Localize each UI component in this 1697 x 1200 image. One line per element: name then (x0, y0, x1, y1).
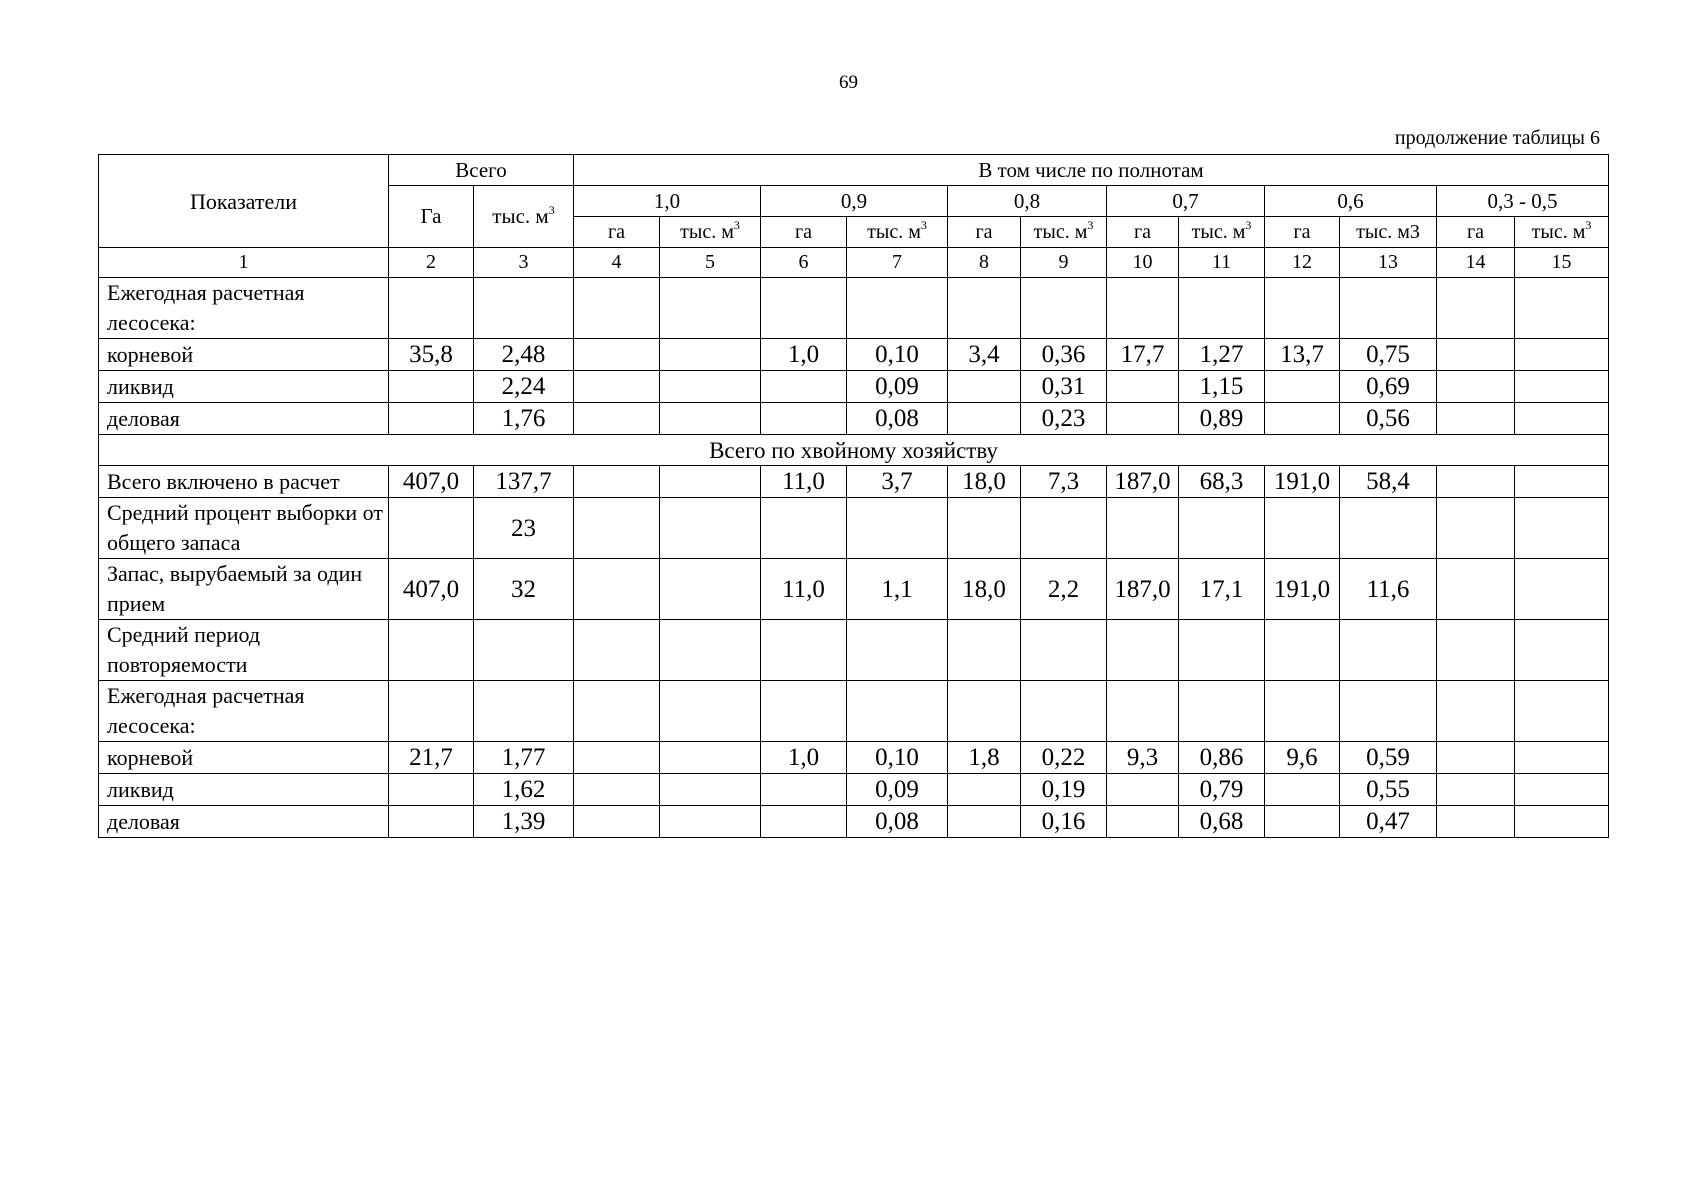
table-cell: 11,6 (1340, 559, 1437, 620)
header-total-ha: Га (389, 186, 474, 248)
table-cell: 0,69 (1340, 371, 1437, 403)
table-cell (948, 371, 1021, 403)
table-row (99, 774, 1609, 806)
table-cell: 0,22 (1021, 742, 1107, 774)
table-cell: 1,39 (474, 806, 574, 838)
table-cell: 0,19 (1021, 774, 1107, 806)
table-cell: 68,3 (1179, 466, 1265, 498)
table-cell (1265, 620, 1340, 681)
table-cell: 0,79 (1179, 774, 1265, 806)
table-cell: 0,08 (847, 806, 948, 838)
table-cell: 1,0 (761, 742, 847, 774)
table-cell (1021, 681, 1107, 742)
row-label: Средний процент выборки от общего запаса (99, 498, 389, 559)
table-cell (761, 806, 847, 838)
table-row (99, 742, 1609, 774)
table-cell: 191,0 (1265, 559, 1340, 620)
header-volume: тыс. $м^3$ (1515, 217, 1609, 248)
table-continuation-caption: продолжение таблицы 6 (1394, 127, 1600, 149)
table-cell: 137,7 (474, 466, 574, 498)
header-volume: тыс. $м^3$ (847, 217, 948, 248)
column-number: 6 (761, 248, 847, 278)
table-cell (389, 774, 474, 806)
table-cell: 18,0 (948, 466, 1021, 498)
table-cell (1515, 681, 1609, 742)
table-cell (1515, 498, 1609, 559)
table-cell: 187,0 (1107, 559, 1179, 620)
table-cell (948, 620, 1021, 681)
table-cell (1179, 620, 1265, 681)
table-cell (574, 339, 660, 371)
table-cell: 18,0 (948, 559, 1021, 620)
header-total-volume: тыс. $м^3$ (474, 186, 574, 248)
column-number: 2 (389, 248, 474, 278)
table-cell: 1,27 (1179, 339, 1265, 371)
table-cell: 0,55 (1340, 774, 1437, 806)
table-cell (660, 278, 761, 339)
table-cell: 7,3 (1021, 466, 1107, 498)
header-volume: тыс. м3 (1340, 217, 1437, 248)
table-cell: 11,0 (761, 559, 847, 620)
table-cell (948, 806, 1021, 838)
table-cell (1107, 278, 1179, 339)
table-cell (660, 559, 761, 620)
table-cell (1107, 403, 1179, 435)
table-cell (1515, 559, 1609, 620)
header-volume: тыс. $м^3$ (1021, 217, 1107, 248)
table-cell: 1,15 (1179, 371, 1265, 403)
table-cell (574, 559, 660, 620)
table-cell (1437, 806, 1515, 838)
table-cell (1179, 498, 1265, 559)
table-cell: 0,16 (1021, 806, 1107, 838)
row-label: деловая (99, 403, 389, 435)
row-label: деловая (99, 806, 389, 838)
table-cell: 0,75 (1340, 339, 1437, 371)
table-cell: 17,1 (1179, 559, 1265, 620)
table-cell: 0,10 (847, 339, 948, 371)
header-density-0-3-0-5: 0,3 - 0,5 (1437, 186, 1609, 217)
table-cell (1437, 498, 1515, 559)
row-label: корневой (99, 339, 389, 371)
table-cell (660, 806, 761, 838)
table-cell (1107, 371, 1179, 403)
table-cell (1340, 498, 1437, 559)
table-cell (1265, 774, 1340, 806)
table-cell (1107, 498, 1179, 559)
table-cell (1265, 403, 1340, 435)
row-label: Средний период повторяемости (99, 620, 389, 681)
table-cell: 1,8 (948, 742, 1021, 774)
table-cell (660, 466, 761, 498)
table-cell: 21,7 (389, 742, 474, 774)
table-cell (574, 498, 660, 559)
table-cell (1515, 742, 1609, 774)
table-cell (660, 403, 761, 435)
table-cell (761, 498, 847, 559)
header-density-0-9: 0,9 (761, 186, 948, 217)
table-cell (761, 371, 847, 403)
header-ha: га (948, 217, 1021, 248)
column-numbers-row (99, 248, 1609, 278)
table-cell (1515, 339, 1609, 371)
table-cell (474, 681, 574, 742)
section-row (99, 435, 1609, 466)
table-cell: 9,6 (1265, 742, 1340, 774)
header-volume: тыс. $м^3$ (1179, 217, 1265, 248)
table-cell: 407,0 (389, 466, 474, 498)
column-number: 11 (1179, 248, 1265, 278)
table-cell (1437, 339, 1515, 371)
column-number: 15 (1515, 248, 1609, 278)
section-title: Всего по хвойному хозяйству (99, 435, 1609, 466)
table-cell: 0,89 (1179, 403, 1265, 435)
table-cell: 11,0 (761, 466, 847, 498)
table-cell: 17,7 (1107, 339, 1179, 371)
table-cell (574, 466, 660, 498)
table-cell (389, 681, 474, 742)
table-cell: 35,8 (389, 339, 474, 371)
table-cell (1515, 466, 1609, 498)
table-cell (1179, 278, 1265, 339)
table-cell (948, 403, 1021, 435)
column-number: 8 (948, 248, 1021, 278)
table-cell (761, 681, 847, 742)
table-cell: 3,4 (948, 339, 1021, 371)
table-row (99, 806, 1609, 838)
table-cell (1437, 681, 1515, 742)
table-cell: 1,0 (761, 339, 847, 371)
table-row (99, 466, 1609, 498)
header-including-by-density: В том числе по полнотам (574, 155, 1609, 186)
column-number: 9 (1021, 248, 1107, 278)
table-cell (1021, 498, 1107, 559)
table-cell (1107, 806, 1179, 838)
table-cell: 2,24 (474, 371, 574, 403)
table-cell (1265, 681, 1340, 742)
header-ha: га (1265, 217, 1340, 248)
table-cell: 191,0 (1265, 466, 1340, 498)
table-part-2 (99, 466, 1609, 838)
table-cell (948, 278, 1021, 339)
row-label: Всего включено в расчет (99, 466, 389, 498)
row-label: ликвид (99, 774, 389, 806)
header-density-0-7: 0,7 (1107, 186, 1265, 217)
header-ha: га (574, 217, 660, 248)
table-cell (1515, 371, 1609, 403)
table-cell (389, 806, 474, 838)
table-row (99, 339, 1609, 371)
table-cell: 58,4 (1340, 466, 1437, 498)
table-cell (660, 774, 761, 806)
table-cell: 0,59 (1340, 742, 1437, 774)
table-cell (1437, 278, 1515, 339)
forest-data-table (98, 154, 1609, 838)
column-number: 10 (1107, 248, 1179, 278)
table-row (99, 559, 1609, 620)
table-cell: 0,09 (847, 371, 948, 403)
table-cell: 0,10 (847, 742, 948, 774)
table-cell (660, 742, 761, 774)
table-cell (1107, 681, 1179, 742)
table-cell: 1,76 (474, 403, 574, 435)
table-cell (1437, 371, 1515, 403)
table-cell (660, 620, 761, 681)
row-label: Ежегодная расчетная лесосека: (99, 278, 389, 339)
table-cell: 1,77 (474, 742, 574, 774)
table-cell: 407,0 (389, 559, 474, 620)
table-cell (761, 620, 847, 681)
table-cell: 0,08 (847, 403, 948, 435)
table-cell (847, 620, 948, 681)
table-cell (389, 278, 474, 339)
table-cell (574, 278, 660, 339)
column-number: 1 (99, 248, 389, 278)
table-cell (660, 339, 761, 371)
table-row (99, 278, 1609, 339)
table-cell (1437, 774, 1515, 806)
table-cell: 0,36 (1021, 339, 1107, 371)
header-ha: га (1437, 217, 1515, 248)
table-cell: 13,7 (1265, 339, 1340, 371)
table-cell: 0,31 (1021, 371, 1107, 403)
table-cell (1515, 620, 1609, 681)
table-cell: 3,7 (847, 466, 948, 498)
table-cell (1437, 742, 1515, 774)
table-cell (1021, 620, 1107, 681)
table-cell: 0,09 (847, 774, 948, 806)
table-cell (1515, 774, 1609, 806)
header-ha: га (761, 217, 847, 248)
header-density-0-8: 0,8 (948, 186, 1107, 217)
table-cell (1179, 681, 1265, 742)
table-cell (1515, 278, 1609, 339)
table-cell (847, 278, 948, 339)
column-number: 4 (574, 248, 660, 278)
table-cell: 2,48 (474, 339, 574, 371)
header-row-1 (99, 155, 1609, 186)
table-cell: 187,0 (1107, 466, 1179, 498)
table-cell (761, 278, 847, 339)
table-cell: 9,3 (1107, 742, 1179, 774)
table-cell (1340, 620, 1437, 681)
table-cell (574, 742, 660, 774)
header-ha: га (1107, 217, 1179, 248)
page-number: 69 (839, 72, 858, 93)
row-label: Ежегодная расчетная лесосека: (99, 681, 389, 742)
table-cell (1265, 498, 1340, 559)
header-indicators: Показатели (99, 155, 389, 248)
table-cell (761, 774, 847, 806)
table-cell (574, 774, 660, 806)
header-density-1-0: 1,0 (574, 186, 761, 217)
table-cell: 0,23 (1021, 403, 1107, 435)
header-total: Всего (389, 155, 574, 186)
table-cell (474, 278, 574, 339)
table-cell (1515, 403, 1609, 435)
table-cell: 32 (474, 559, 574, 620)
column-number: 7 (847, 248, 948, 278)
table-cell: 1,62 (474, 774, 574, 806)
table-cell (1021, 278, 1107, 339)
table-cell: 23 (474, 498, 574, 559)
table-cell (660, 498, 761, 559)
table-row (99, 371, 1609, 403)
row-label: Запас, вырубаемый за один прием (99, 559, 389, 620)
table-cell (847, 498, 948, 559)
column-number: 12 (1265, 248, 1340, 278)
table-cell (1437, 559, 1515, 620)
table-cell (574, 681, 660, 742)
table-cell (574, 806, 660, 838)
table-cell: 1,1 (847, 559, 948, 620)
table-cell (1515, 806, 1609, 838)
column-number: 14 (1437, 248, 1515, 278)
table-cell (1437, 403, 1515, 435)
row-label: ликвид (99, 371, 389, 403)
table-cell (948, 498, 1021, 559)
table-cell (1340, 681, 1437, 742)
column-number: 5 (660, 248, 761, 278)
table-cell (847, 681, 948, 742)
table-cell (474, 620, 574, 681)
table-cell (660, 681, 761, 742)
table-cell (1265, 278, 1340, 339)
table-cell: 0,68 (1179, 806, 1265, 838)
table-cell: 0,56 (1340, 403, 1437, 435)
table-cell (761, 403, 847, 435)
table-row (99, 681, 1609, 742)
table-cell (574, 371, 660, 403)
table-cell (389, 403, 474, 435)
table-cell (1265, 806, 1340, 838)
header-volume: тыс. $м^3$ (660, 217, 761, 248)
table-row (99, 620, 1609, 681)
table-cell (389, 620, 474, 681)
table-cell (1107, 774, 1179, 806)
table-cell (389, 371, 474, 403)
table-cell: 2,2 (1021, 559, 1107, 620)
table-cell (389, 498, 474, 559)
table-cell: 0,86 (1179, 742, 1265, 774)
table-cell: 0,47 (1340, 806, 1437, 838)
header-density-0-6: 0,6 (1265, 186, 1437, 217)
table-cell (1265, 371, 1340, 403)
table-part-1 (99, 278, 1609, 435)
table-cell (574, 403, 660, 435)
table-cell (948, 774, 1021, 806)
table-cell (1340, 278, 1437, 339)
table-cell (1437, 466, 1515, 498)
column-number: 13 (1340, 248, 1437, 278)
table-cell (574, 620, 660, 681)
table-cell (1437, 620, 1515, 681)
table-row (99, 498, 1609, 559)
column-number: 3 (474, 248, 574, 278)
table-row (99, 403, 1609, 435)
table-cell (660, 371, 761, 403)
table-cell (1107, 620, 1179, 681)
table-cell (948, 681, 1021, 742)
row-label: корневой (99, 742, 389, 774)
